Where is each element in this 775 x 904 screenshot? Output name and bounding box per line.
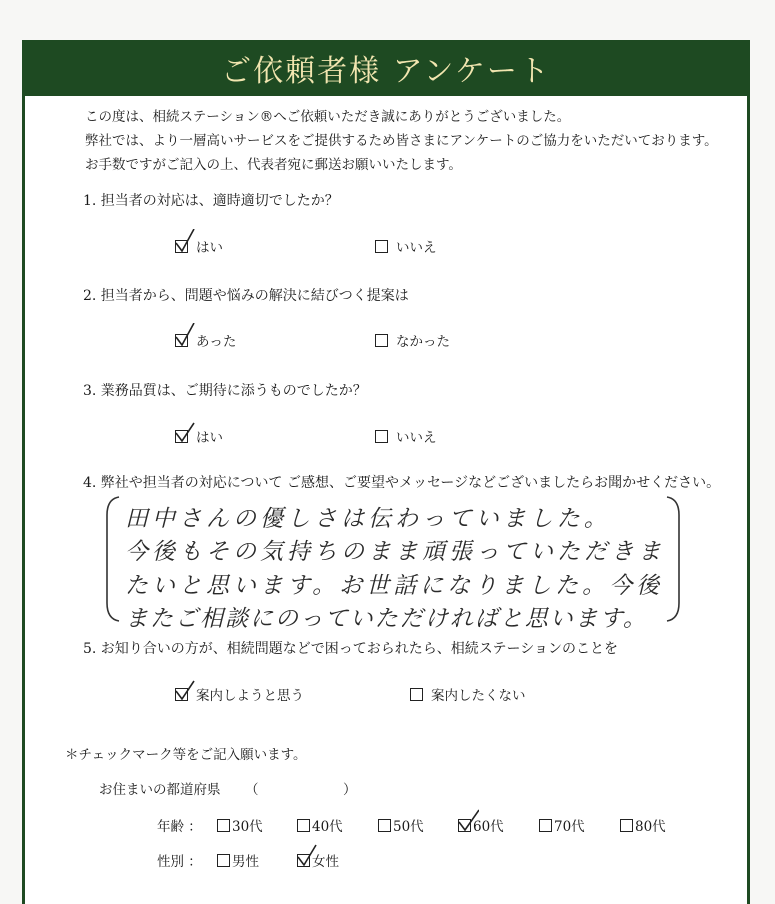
question-2: 2. 担当者から、問題や悩みの解決に結びつく提案は xyxy=(83,288,409,304)
left-bracket-icon xyxy=(103,495,121,623)
intro-line-1: この度は、相続ステーション®へご依頼いただき誠にありがとうございました。 xyxy=(85,109,571,125)
option-label: 70代 xyxy=(554,819,585,835)
prefecture-open-paren: （ xyxy=(245,782,259,798)
option-label: 男性 xyxy=(232,854,259,870)
right-bracket-icon xyxy=(665,495,683,623)
comment-line-3: たいと思います。お世話になりました。今後 xyxy=(125,573,664,599)
age-option-40[interactable] xyxy=(297,815,343,835)
comment-line-4: またご相談にのっていただければと思います。 xyxy=(125,606,648,632)
question-4: 4. 弊社や担当者の対応について ご感想、ご要望やメッセージなどございましたらお聞かせください。 xyxy=(83,475,721,491)
option-label: 案内しようと思う xyxy=(196,688,304,704)
intro-line-2: 弊社では、より一層高いサービスをご提供するため皆さまにアンケートのご協力をいただいております。 xyxy=(85,133,718,149)
checkbox[interactable] xyxy=(375,334,388,347)
checkbox[interactable] xyxy=(539,819,552,832)
option-label: いいえ xyxy=(396,240,437,256)
checkmark-icon xyxy=(174,677,196,703)
checkmark-icon xyxy=(457,808,479,834)
age-option-80[interactable] xyxy=(620,815,666,835)
age-option-50[interactable] xyxy=(378,815,424,835)
checkmark-note: ＊チェックマーク等をご記入願います。 xyxy=(65,747,307,763)
checkmark-icon xyxy=(174,229,196,255)
option-label: はい xyxy=(196,430,223,446)
option-label: 30代 xyxy=(232,819,263,835)
checkbox-checked[interactable] xyxy=(175,430,188,443)
comment-line-2: 今後もその気持ちのまま頑張っていただきま xyxy=(125,539,665,565)
option-label: 40代 xyxy=(312,819,343,835)
prefecture-label: お住まいの都道府県 xyxy=(99,782,221,798)
age-label: 年齢 ： xyxy=(157,819,202,835)
checkbox-checked[interactable] xyxy=(175,334,188,347)
gender-option-male[interactable] xyxy=(217,850,259,870)
option-label: 女性 xyxy=(312,854,339,870)
age-option-70[interactable] xyxy=(539,815,585,835)
q2-option-no[interactable] xyxy=(375,330,450,350)
option-label: 50代 xyxy=(393,819,424,835)
survey-sheet xyxy=(22,40,750,904)
q1-option-no[interactable] xyxy=(375,236,437,256)
checkbox[interactable] xyxy=(297,819,310,832)
prefecture-close-paren: ） xyxy=(343,782,357,798)
q3-option-yes[interactable] xyxy=(175,426,223,446)
checkbox-checked[interactable] xyxy=(175,688,188,701)
checkmark-icon xyxy=(174,323,196,349)
question-1: 1. 担当者の対応は、適時適切でしたか？ xyxy=(83,193,339,209)
question-3: 3. 業務品質は、ご期待に添うものでしたか？ xyxy=(83,383,367,399)
q5-option-yes[interactable] xyxy=(175,684,304,704)
checkbox[interactable] xyxy=(378,819,391,832)
checkbox[interactable] xyxy=(375,430,388,443)
q1-option-yes[interactable] xyxy=(175,236,223,256)
q3-option-no[interactable] xyxy=(375,426,437,446)
q2-option-yes[interactable] xyxy=(175,330,236,350)
age-option-30[interactable] xyxy=(217,815,263,835)
q5-option-no[interactable] xyxy=(410,684,526,704)
option-label: いいえ xyxy=(396,430,437,446)
option-label: なかった xyxy=(396,334,450,350)
option-label: 案内したくない xyxy=(431,688,526,704)
option-label: はい xyxy=(196,240,223,256)
gender-label: 性別 ： xyxy=(157,854,202,870)
gender-option-female[interactable] xyxy=(297,850,339,870)
checkbox-checked[interactable] xyxy=(458,819,471,832)
checkbox[interactable] xyxy=(217,819,230,832)
option-label: あった xyxy=(196,334,237,350)
page-title: ご依頼者様 アンケート xyxy=(221,54,551,89)
age-option-60[interactable] xyxy=(458,815,504,835)
prefecture-input[interactable] xyxy=(265,776,345,794)
checkbox[interactable] xyxy=(217,854,230,867)
checkbox-checked[interactable] xyxy=(175,240,188,253)
checkbox-checked[interactable] xyxy=(297,854,310,867)
checkbox[interactable] xyxy=(410,688,423,701)
option-label: 80代 xyxy=(635,819,666,835)
checkmark-icon xyxy=(174,419,196,445)
comment-line-1: 田中さんの優しさは伝わっていました。 xyxy=(125,506,611,532)
intro-line-3: お手数ですがご記入の上、代表者宛に郵送お願いいたします。 xyxy=(85,157,462,173)
title-banner xyxy=(25,40,747,96)
question-5: 5. お知り合いの方が、相続問題などで困っておられたら、相続ステーションのことを xyxy=(83,641,618,657)
checkbox[interactable] xyxy=(620,819,633,832)
checkbox[interactable] xyxy=(375,240,388,253)
option-label: 60代 xyxy=(473,819,504,835)
checkmark-icon xyxy=(296,843,318,869)
